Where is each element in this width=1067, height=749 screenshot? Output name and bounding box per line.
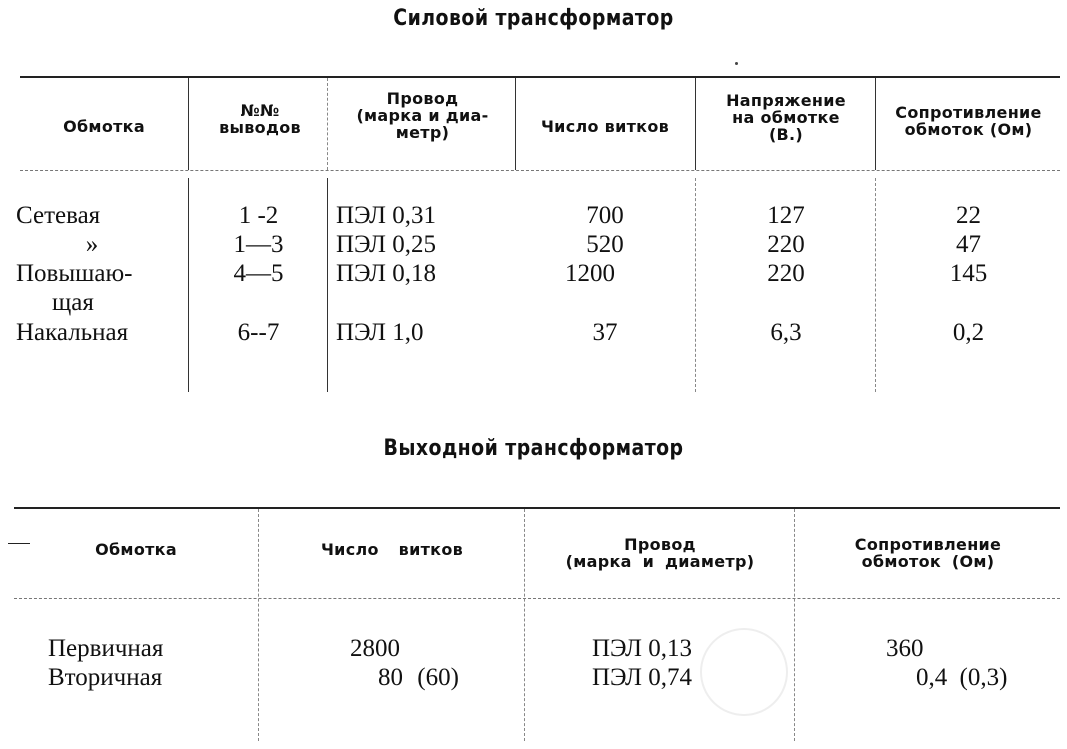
cell-wire: ПЭЛ 0,13 — [592, 635, 692, 662]
cell-voltage: 6,3 — [770, 319, 802, 346]
cell-wire: ПЭЛ 0,74 — [592, 664, 692, 691]
cell-turns: 37 — [592, 319, 618, 346]
cell-winding: Вторичная — [48, 664, 163, 691]
cell-winding: Сетевая — [16, 202, 101, 229]
cell-wire: ПЭЛ 0,25 — [336, 231, 436, 258]
column-divider — [524, 509, 525, 741]
cell-winding: Накальная — [16, 319, 129, 346]
header-turns: Число витков — [320, 540, 464, 559]
column-divider — [327, 78, 328, 170]
header-terminals: №№ выводов — [219, 101, 301, 137]
cell-voltage: 220 — [767, 260, 805, 287]
column-divider — [875, 78, 876, 170]
cell-voltage: 127 — [767, 202, 805, 229]
header-winding: Обмотка — [63, 117, 145, 136]
output-transformer-title: Выходной трансформатор — [383, 436, 684, 461]
header-resistance: Сопротивление обмоток (Ом) — [854, 535, 1002, 571]
cell-turns: 700 — [586, 202, 624, 229]
cell-terminals: 1 -2 — [238, 202, 279, 229]
cell-turns: 2800 — [350, 635, 400, 662]
header-divider — [20, 170, 1060, 171]
cell-voltage: 220 — [767, 231, 805, 258]
cell-terminals: 1—3 — [233, 231, 284, 258]
cell-winding: Первичная — [48, 635, 164, 662]
cell-resistance: 145 — [949, 260, 988, 287]
column-divider — [188, 78, 189, 170]
column-divider — [258, 509, 259, 741]
print-speck — [735, 62, 738, 65]
power-transformer-title: Силовой трансформатор — [393, 6, 674, 31]
cell-wire: ПЭЛ 0,31 — [336, 202, 436, 229]
column-divider — [188, 178, 189, 392]
cell-resistance: 360 — [886, 635, 924, 662]
table-top-rule — [14, 507, 1060, 509]
watermark-stamp — [700, 628, 788, 716]
header-wire: Провод (марка и диа- метр) — [356, 89, 489, 142]
cell-turns: 80 (60) — [378, 664, 459, 691]
column-divider — [695, 178, 696, 392]
header-divider — [14, 598, 1060, 599]
column-divider — [875, 178, 876, 392]
cell-turns: 1200 — [565, 260, 615, 287]
cell-terminals: 6--7 — [237, 319, 280, 346]
table-top-rule — [20, 76, 1060, 78]
header-winding: Обмотка — [95, 540, 177, 559]
cell-resistance: 0,4 (0,3) — [916, 664, 1008, 691]
cell-resistance: 0,2 — [952, 319, 985, 346]
header-voltage: Напряжение на обмотке (В.) — [726, 91, 846, 144]
cell-turns: 520 — [586, 231, 624, 258]
cell-wire: ПЭЛ 0,18 — [336, 260, 436, 287]
header-turns: Число витков — [540, 117, 670, 136]
column-divider — [327, 178, 328, 392]
cell-terminals: 4—5 — [233, 260, 284, 287]
header-resistance: Сопротивление обмоток (Ом) — [895, 103, 1042, 139]
column-divider — [794, 509, 795, 741]
cell-winding: » — [85, 231, 99, 258]
header-wire: Провод (марка и диаметр) — [565, 535, 755, 571]
cell-resistance: 47 — [956, 231, 981, 258]
cell-resistance: 22 — [956, 202, 981, 229]
cell-wire: ПЭЛ 1,0 — [336, 319, 424, 346]
cell-winding-continued: щая — [52, 289, 94, 316]
column-divider — [695, 78, 696, 170]
cell-winding: Повышаю- — [16, 260, 133, 287]
